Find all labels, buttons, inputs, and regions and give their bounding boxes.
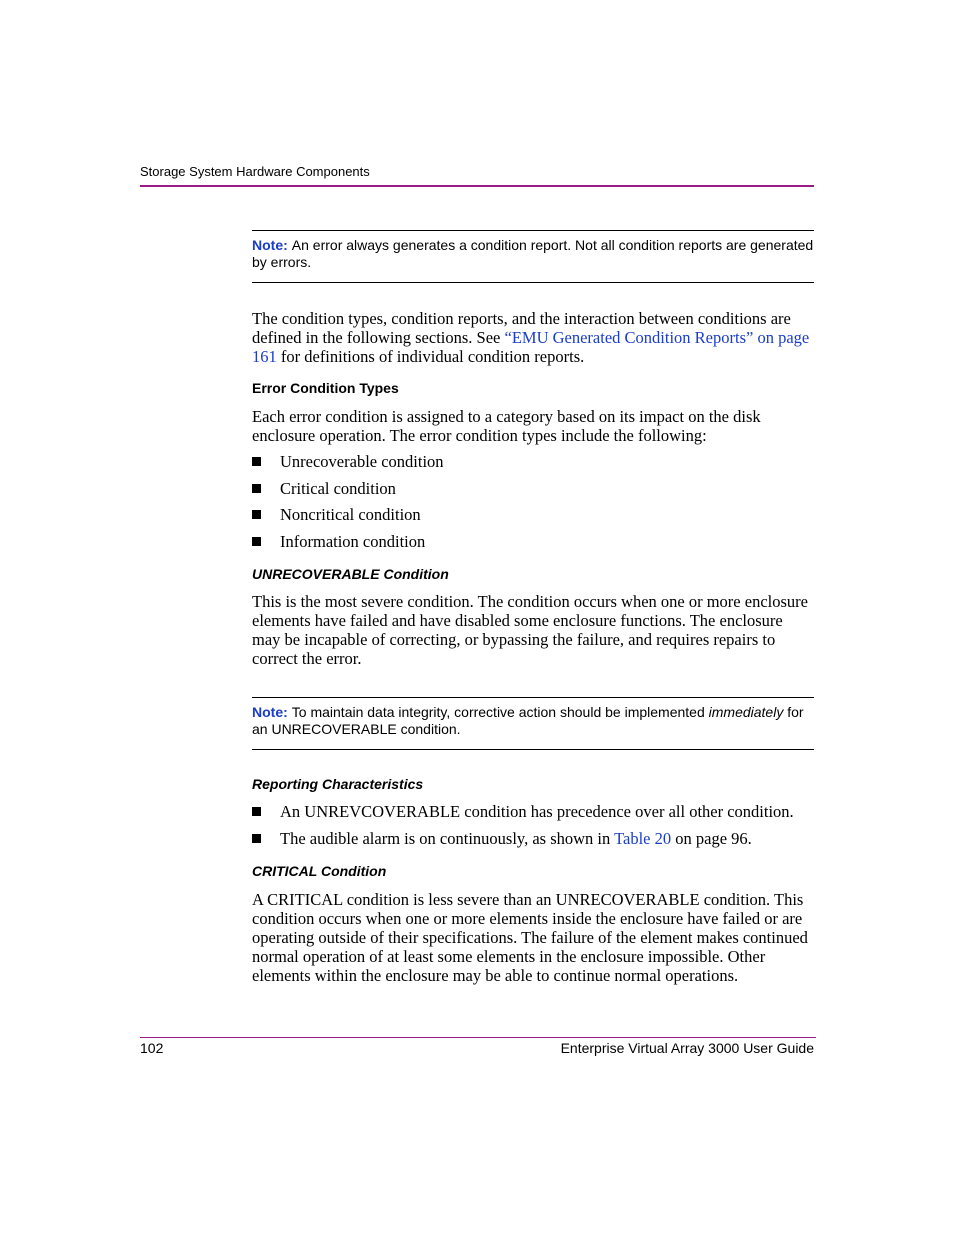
bullet-icon: [252, 457, 261, 466]
bullet-icon: [252, 537, 261, 546]
subsection-heading: UNRECOVERABLE Condition: [252, 566, 449, 582]
critical-paragraph: A CRITICAL condition is less severe than an UNRECOVERABLE condition. This condition occurs when one or more elements inside the enclosure have failed or are operating outside of their specifications. The failure of the element makes continued normal operation of at least some elements in the enclosure impossible. Other elements within the enclosure may be able to continue normal operations.: [252, 890, 808, 985]
footer-rule: [140, 1037, 816, 1038]
cross-reference-link[interactable]: “EMU Generated Condition Reports” on page 161: [252, 328, 810, 366]
bullet-icon: [252, 510, 261, 519]
note-label: Note:: [252, 704, 288, 720]
bullet-icon: [252, 834, 261, 843]
running-header: Storage System Hardware Components: [140, 164, 370, 179]
note-label: Note:: [252, 237, 288, 253]
bullet-icon: [252, 807, 261, 816]
table-link[interactable]: Table 20: [614, 829, 672, 848]
list-item: An UNREVCOVERABLE condition has precedence over all other condition.: [252, 802, 814, 821]
error-types-paragraph: Each error condition is assigned to a category based on its impact on the disk enclosure operation. The error condition types include the following:: [252, 407, 761, 445]
note-text: An error always generates a condition report. Not all condition reports are generated by errors.: [252, 237, 814, 270]
note-box: Note: To maintain data integrity, corrective action should be implemented immediately for an UNRECOVERABLE condition.: [252, 697, 814, 750]
unrecoverable-paragraph: This is the most severe condition. The condition occurs when one or more enclosure elements have failed and have disabled some enclosure functions. The enclosure may be incapable of correcting, or bypassing the failure, and requires repairs to correct the error.: [252, 592, 808, 668]
section-heading: Error Condition Types: [252, 380, 399, 396]
list-item: Noncritical condition: [252, 505, 814, 524]
list-item: The audible alarm is on continuously, as shown in Table 20 on page 96.: [252, 829, 814, 848]
emphasis-text: immediately: [708, 704, 784, 720]
header-rule: [140, 185, 814, 187]
list-item: Information condition: [252, 532, 814, 551]
intro-paragraph: [252, 309, 814, 366]
footer-title: Enterprise Virtual Array 3000 User Guide: [560, 1040, 814, 1056]
list-item: Critical condition: [252, 479, 814, 498]
note-box: [252, 230, 814, 283]
list-item: Unrecoverable condition: [252, 452, 814, 471]
subsection-heading: CRITICAL Condition: [252, 863, 387, 879]
intro-text: The condition types, condition reports, and the interaction between conditions are defined in the following sections. See: [252, 309, 791, 347]
intro-text-end: for definitions of individual condition reports.: [276, 347, 585, 366]
page-number: 102: [140, 1040, 164, 1056]
bullet-icon: [252, 484, 261, 493]
subsection-heading: Reporting Characteristics: [252, 776, 424, 792]
